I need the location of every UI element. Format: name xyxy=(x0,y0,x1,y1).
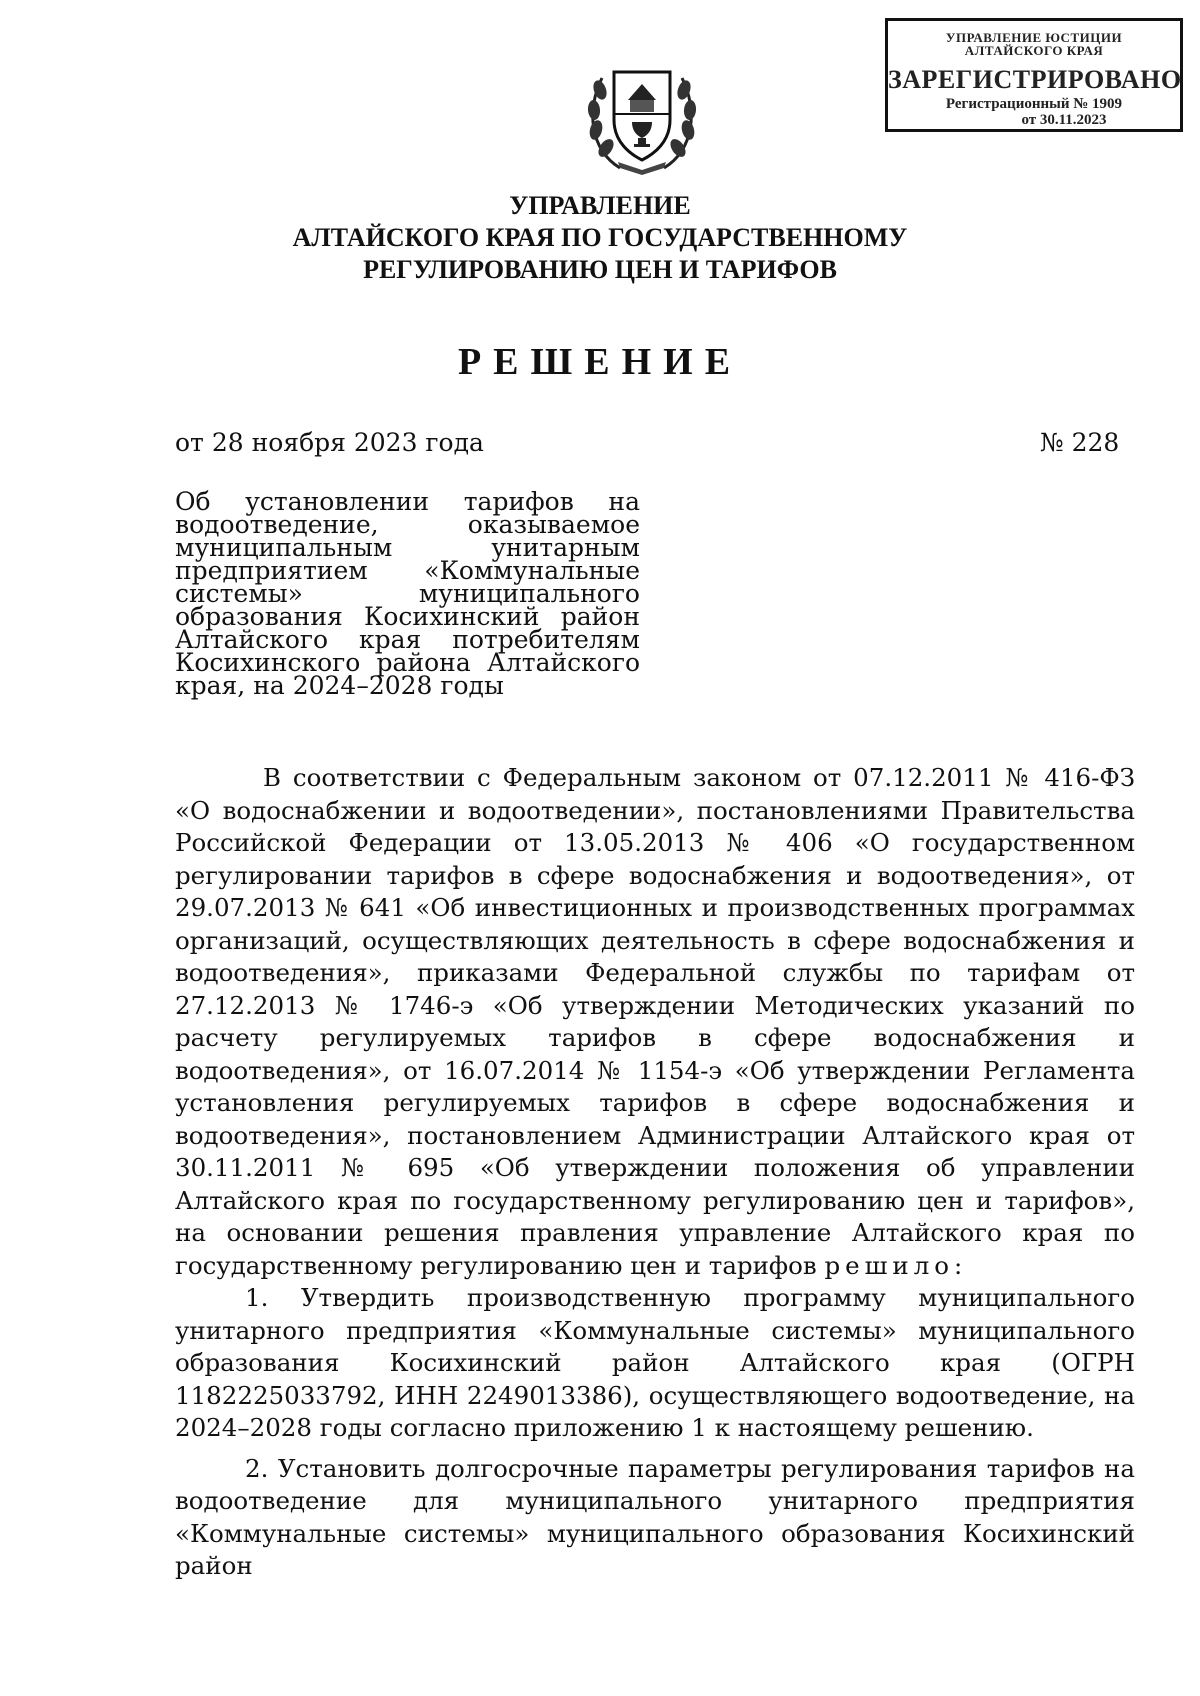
stamp-authority-line2: АЛТАЙСКОГО КРАЯ xyxy=(964,43,1104,58)
document-date: от 28 ноября 2023 года xyxy=(175,428,484,457)
preamble-paragraph xyxy=(175,762,1135,1282)
organization-name xyxy=(230,190,970,286)
stamp-status: ЗАРЕГИСТРИРОВАНО xyxy=(888,65,1182,94)
stamp-reg-number: Регистрационный № 1909 xyxy=(945,96,1123,112)
document-number: № 228 xyxy=(1040,428,1120,457)
org-line-1: УПРАВЛЕНИЕ xyxy=(509,191,691,220)
decided-word: решило: xyxy=(824,1250,968,1280)
coat-of-arms-icon xyxy=(580,50,704,176)
org-line-2: АЛТАЙСКОГО КРАЯ ПО ГОСУДАРСТВЕННОМУ xyxy=(292,223,908,252)
document-subject: Об установлении тарифов на водоотведение, оказываемое муниципальным унитарным предприятием «Коммунальные системы» муниципального образования Косихинский район Алтайского края потребителям Косихинского района Алтайского края, на 2024–2028 годы xyxy=(175,487,640,700)
item-2-paragraph: 2. Установить долгосрочные параметры регулирования тарифов на водоотведение для муниципального унитарного предприятия «Коммунальные системы» муниципального образования Косихинский район xyxy=(175,1453,1135,1580)
item-1-paragraph: 1. Утвердить производственную программу муниципального унитарного предприятия «Коммунальные системы» муниципального образования Косихинский район Алтайского края (ОГРН 1182225033792, ИНН 2249013386), осуществляющего водоотведение, на 2024–2028 годы согласно приложению 1 к настоящему решению. xyxy=(175,1283,1135,1442)
stamp-authority-line1: УПРАВЛЕНИЕ ЮСТИЦИИ xyxy=(945,30,1123,45)
stamp-reg-date: от 30.11.2023 xyxy=(1021,112,1107,128)
document-type: РЕШЕНИЕ xyxy=(457,341,743,383)
registration-stamp xyxy=(885,18,1183,132)
org-line-3: РЕГУЛИРОВАНИЮ ЦЕН И ТАРИФОВ xyxy=(363,255,837,284)
document-body xyxy=(175,762,1135,1583)
preamble-text: В соответствии с Федеральным законом от 07.12.2011 № 416-ФЗ «О водоснабжении и водоотведении», постановлениями Правительства Российской Федерации от 13.05.2013 № 406 «О государственном регулировании тарифов в сфере водоснабжения и водоотведения», от 29.07.2013 № 641 «Об инвестиционных и производственных программах организаций, осуществляющих деятельность в сфере водоснабжения и водоотведения», приказами Федеральной службы по тарифам от 27.12.2013 № 1746-э «Об утверждении Методических указаний по расчету регулируемых тарифов в сфере водоснабжения и водоотведения», от 16.07.2014 № 1154-э «Об утверждении Регламента установления регулируемых тарифов в сфере водоснабжения и водоотведения», постановлением Администрации Алтайского края от 30.11.2011 № 695 «Об утверждении положения об управлении Алтайского края по государственному регулированию цен и тарифов», на основании решения правления управление Алтайского края по государственному регулированию цен и тарифов xyxy=(175,763,1135,1280)
